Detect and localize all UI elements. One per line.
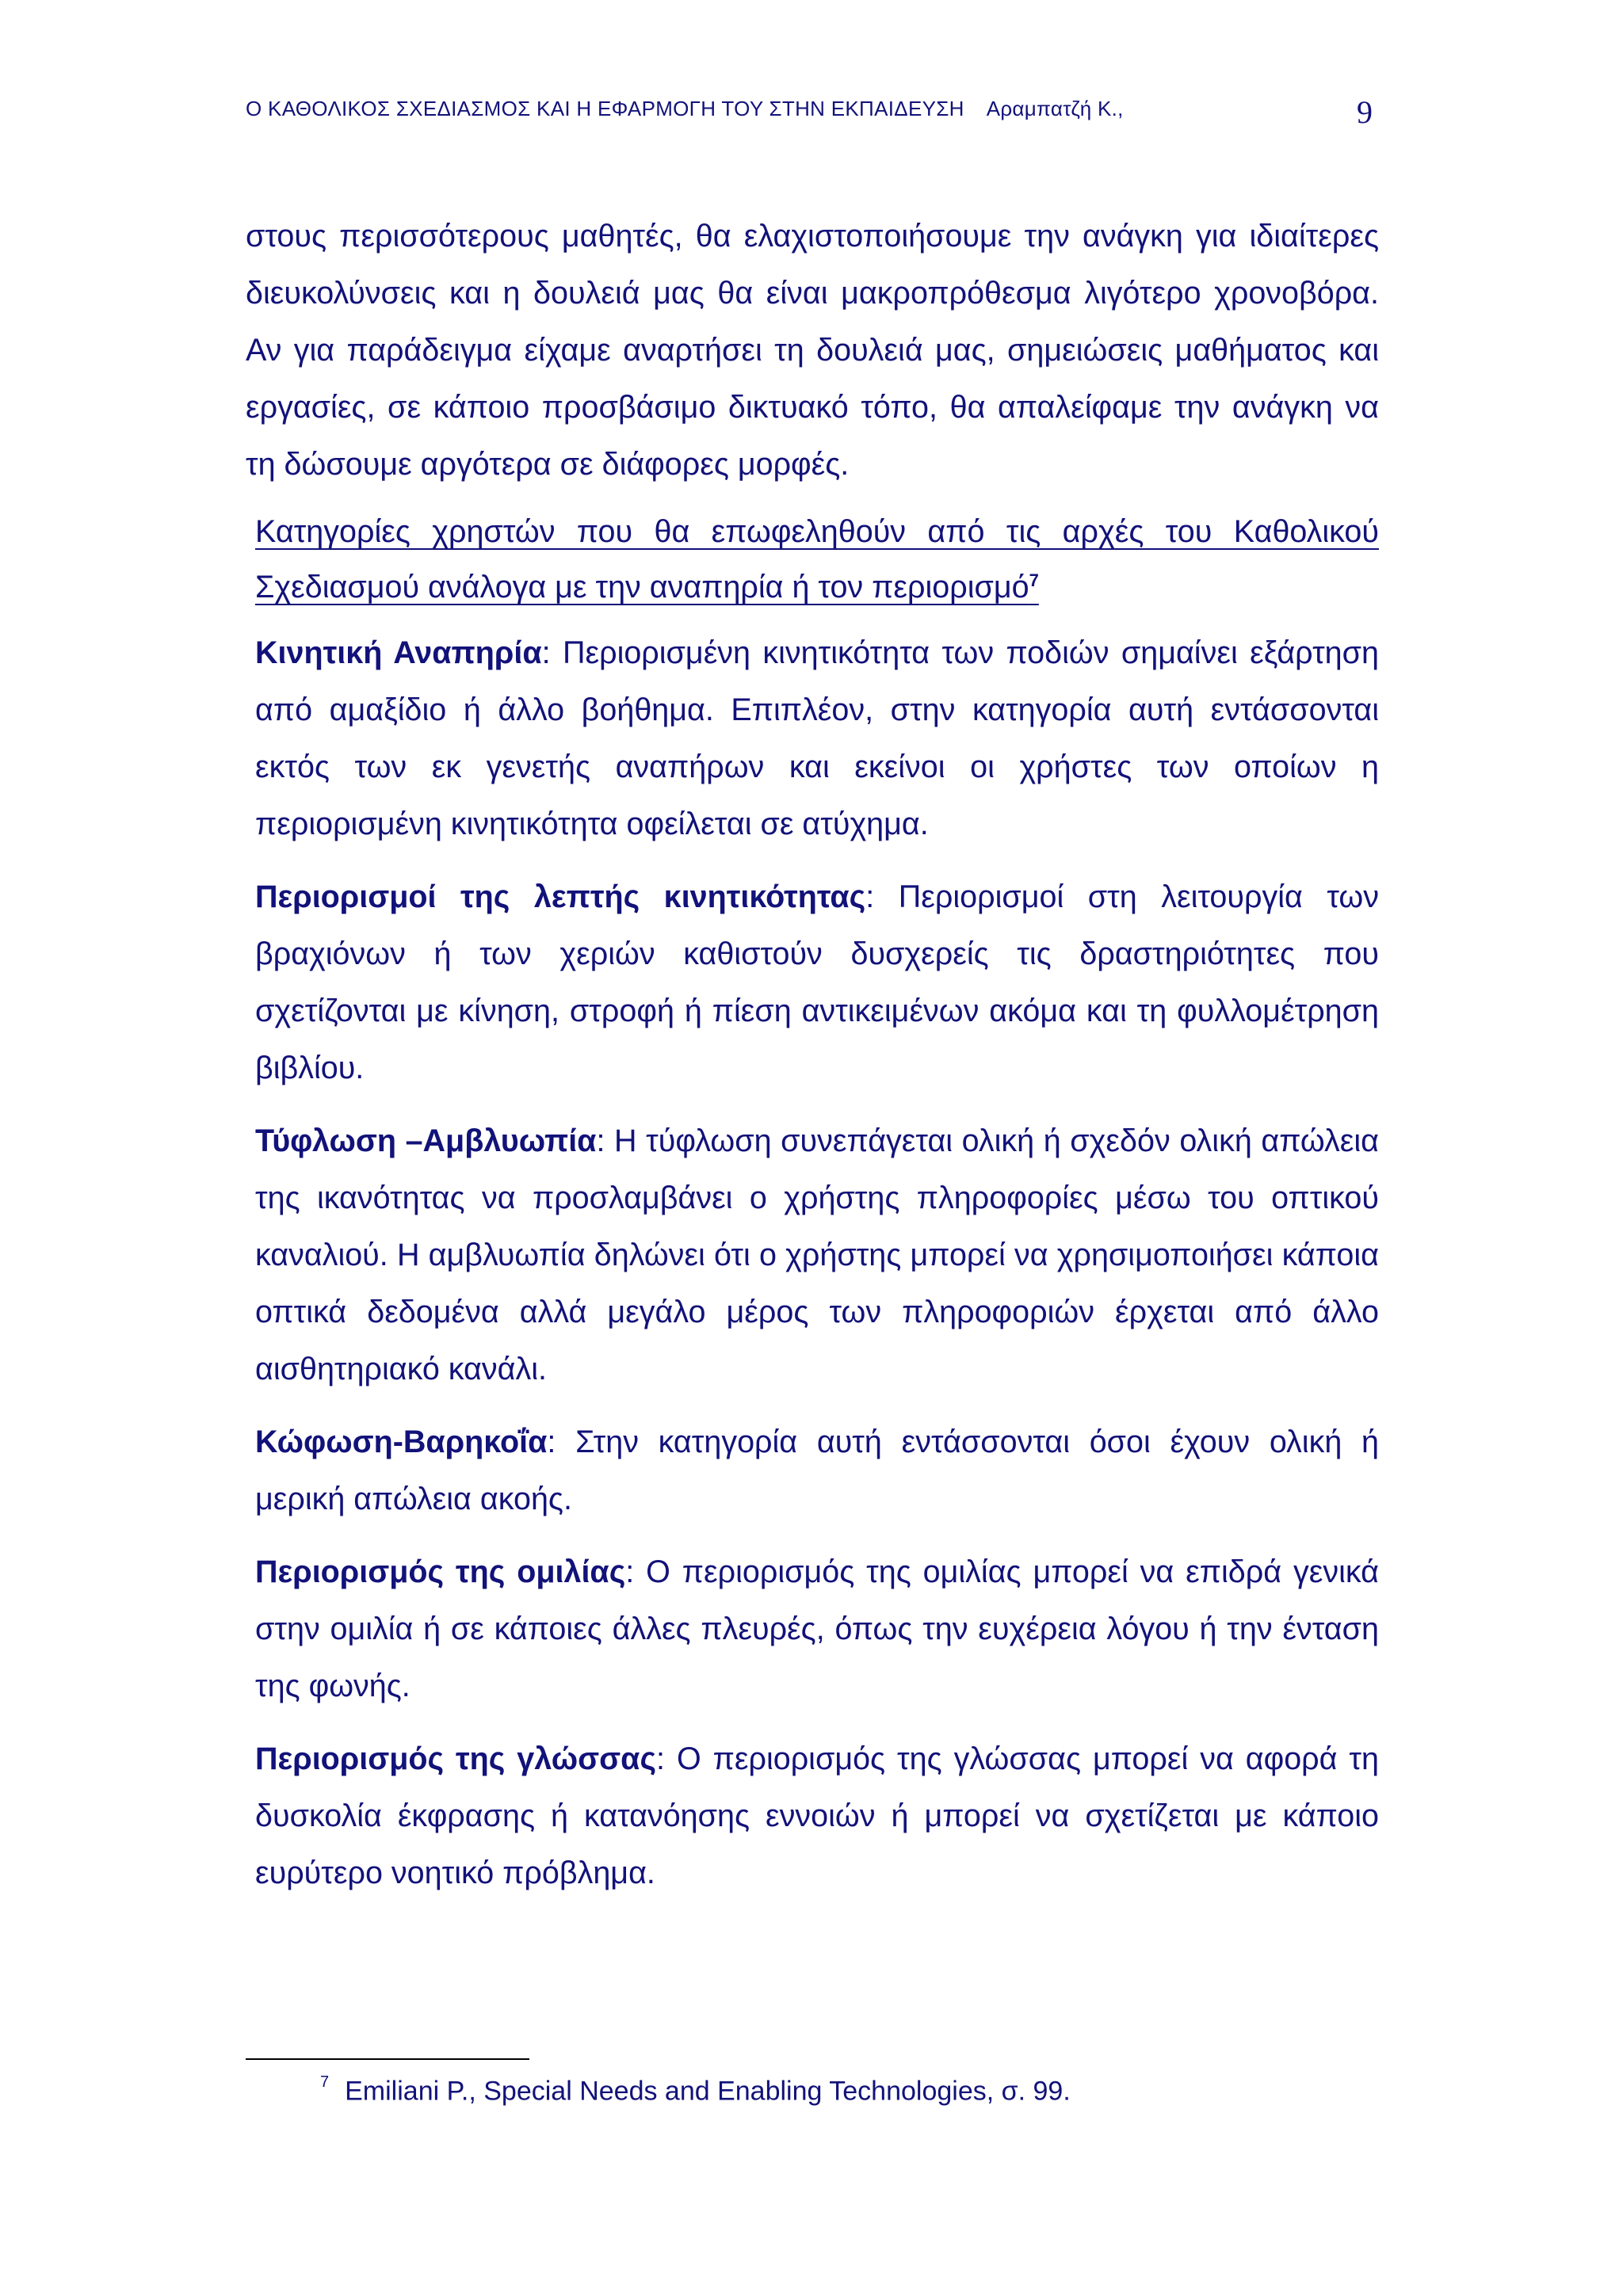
category-term: Κώφωση-Βαρηκοΐα — [255, 1425, 548, 1459]
page-body — [246, 208, 1379, 1917]
footnote-mark: 7 — [320, 2073, 330, 2091]
category-description: : Ο περιορισμός της γλώσσας μπορεί να αφορά τη δυσκολία έκφρασης ή κατανόησης εννοιών ή μπορεί να σχετίζεται με κάποιο ευρύτερο νοητικό πρόβλημα. — [255, 1741, 1380, 1890]
category-term: Περιορισμός της γλώσσας — [255, 1741, 656, 1776]
category-term: Περιορισμοί της λεπτής κινητικότητας — [255, 879, 866, 914]
category-item — [255, 624, 1379, 852]
category-item — [255, 868, 1379, 1097]
header-title: Ο ΚΑΘΟΛΙΚΟΣ ΣΧΕΔΙΑΣΜΟΣ ΚΑΙ Η ΕΦΑΡΜΟΓΗ ΤΟΥ ΣΤΗΝ ΕΚΠΑΙΔΕΥΣΗ — [246, 97, 964, 120]
footnote — [320, 2066, 1071, 2110]
category-item — [255, 1730, 1379, 1901]
page-header — [246, 93, 1379, 141]
section-heading — [255, 504, 1379, 615]
page-number: 9 — [1357, 94, 1373, 130]
intro-paragraph: στους περισσότερους μαθητές, θα ελαχιστοποιήσουμε την ανάγκη για ιδιαίτερες διευκολύνσεις και η δουλειά μας θα είναι μακροπρόθεσμα λιγότερο χρονοβόρα. Αν για παράδειγμα είχαμε αναρτήσει τη δουλειά μας, σημειώσεις μαθήματος και εργασίες, σε κάποιο προσβάσιμο δικτυακό τόπο, θα απαλείφαμε την ανάγκη να τη δώσουμε αργότερα σε διάφορες μορφές. — [246, 219, 1379, 482]
footnote-reference: 7 — [1029, 570, 1039, 590]
header-author: Αραμπατζή Κ., — [986, 97, 1124, 120]
category-item — [255, 1543, 1379, 1714]
category-item — [255, 1413, 1379, 1527]
category-description: : Η τύφλωση συνεπάγεται ολική ή σχεδόν ολική απώλεια της ικανότητας να προσλαμβάνει ο χρήστης πληροφορίες μέσω του οπτικού καναλιού. Η αμβλυωπία δηλώνει ότι ο χρήστης μπορεί να χρησιμοποιήσει κάποια οπτικά δεδομένα αλλά μεγάλο μέρος των πληροφοριών έρχεται από άλλο αισθητηριακό κανάλι. — [255, 1123, 1379, 1386]
category-description: : Ο περιορισμός της ομιλίας μπορεί να επιδρά γενικά στην ομιλία ή σε κάποιες άλλες πλευρές, όπως την ευχέρεια λόγου ή την ένταση της φωνής. — [255, 1554, 1379, 1703]
footnote-text: Emiliani P., Special Needs and Enabling Technologies, σ. 99. — [345, 2076, 1071, 2107]
footnote-divider — [246, 2058, 529, 2060]
section-heading-text: Κατηγορίες χρηστών που θα επωφεληθούν από τις αρχές του Καθολικού Σχεδιασμού ανάλογα με την αναπηρία ή τον περιορισμό — [255, 514, 1379, 605]
category-term: Περιορισμός της ομιλίας — [255, 1554, 626, 1589]
running-header — [246, 97, 1124, 121]
category-term: Κινητική Αναπηρία — [255, 635, 542, 670]
category-description: : Στην κατηγορία αυτή εντάσσονται όσοι έχουν ολική ή μερική απώλεια ακοής. — [255, 1425, 1379, 1516]
category-term: Τύφλωση –Αμβλυωπία — [255, 1123, 597, 1158]
category-item — [255, 1112, 1379, 1398]
category-description: : Περιορισμοί στη λειτουργία των βραχιόνων ή των χεριών καθιστούν δυσχερείς τις δραστηριότητες που σχετίζονται με κίνηση, στροφή ή πίεση αντικειμένων ακόμα και τη φυλλομέτρηση βιβλίου. — [255, 879, 1379, 1085]
category-description: : Περιορισμένη κινητικότητα των ποδιών σημαίνει εξάρτηση από αμαξίδιο ή άλλο βοήθημα. Επιπλέον, στην κατηγορία αυτή εντάσσονται εκτός των εκ γενετής αναπήρων και εκείνοι οι χρήστες των οποίων η περιορισμένη κινητικότητα οφείλεται σε ατύχημα. — [255, 635, 1379, 841]
